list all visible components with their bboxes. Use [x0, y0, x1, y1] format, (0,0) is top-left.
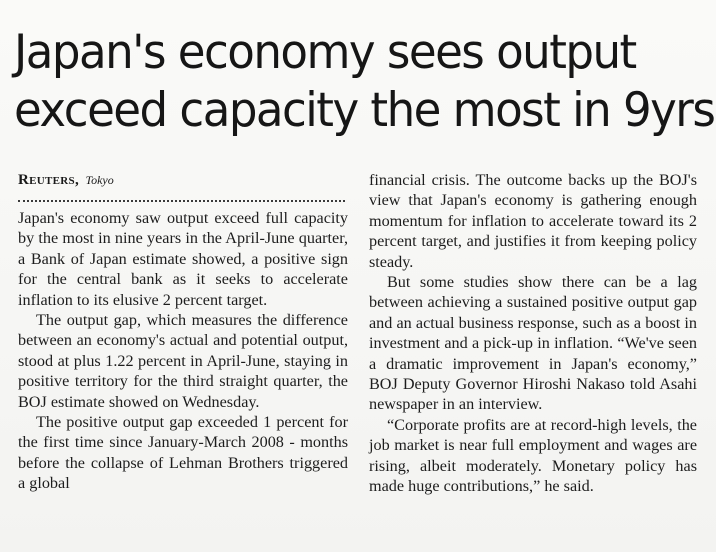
article-paragraph: Japan's economy saw output exceed full capacity by the most in nine years in the April-June quarter, a Bank of Japan estimate showed, a positive sign for the central bank as it seeks to accelerate inflation to its elusive 2 percent target.: [18, 209, 348, 309]
article-paragraph: “Corporate profits are at record-high levels, the job market is near full employment and wages are rising, albeit moderately. Monetary policy has made huge contributions,” he said.: [369, 415, 697, 496]
article-paragraph: financial crisis. The outcome backs up the BOJ's view that Japan's economy is gathering enough momentum for inflation to accelerate toward its 2 percent target, and justifies it from keeping policy steady.: [369, 171, 697, 271]
headline: [14, 24, 715, 140]
byline: [18, 172, 114, 189]
article-paragraph: The output gap, which measures the difference between an economy's actual and potential output, stood at plus 1.22 percent in April-June, staying in positive territory for the third straight quarter, the BOJ estimate showed on Wednesday.: [18, 311, 348, 411]
article-column-right: [369, 170, 697, 497]
byline-dateline: Tokyo: [85, 173, 114, 187]
dotted-rule: [18, 200, 345, 202]
article-paragraph: But some studies show there can be a lag between achieving a sustained positive output gap and an actual business response, such as a boost in investment and a pick-up in inflation. “We've seen a dramatic improvement in Japan's economy,” BOJ Deputy Governor Hiroshi Nakaso told Asahi newspaper in an interview.: [369, 273, 697, 414]
byline-agency: Reuters,: [18, 172, 79, 188]
article-paragraph: The positive output gap exceeded 1 percent for the first time since January-March 2008 - months before the collapse of Lehman Brothers triggered a global: [18, 413, 348, 493]
headline-line-2: exceed capacity the most in 9yrs: [14, 83, 715, 138]
headline-line-1: Japan's economy sees output: [14, 25, 636, 80]
article-column-left: [18, 208, 348, 494]
